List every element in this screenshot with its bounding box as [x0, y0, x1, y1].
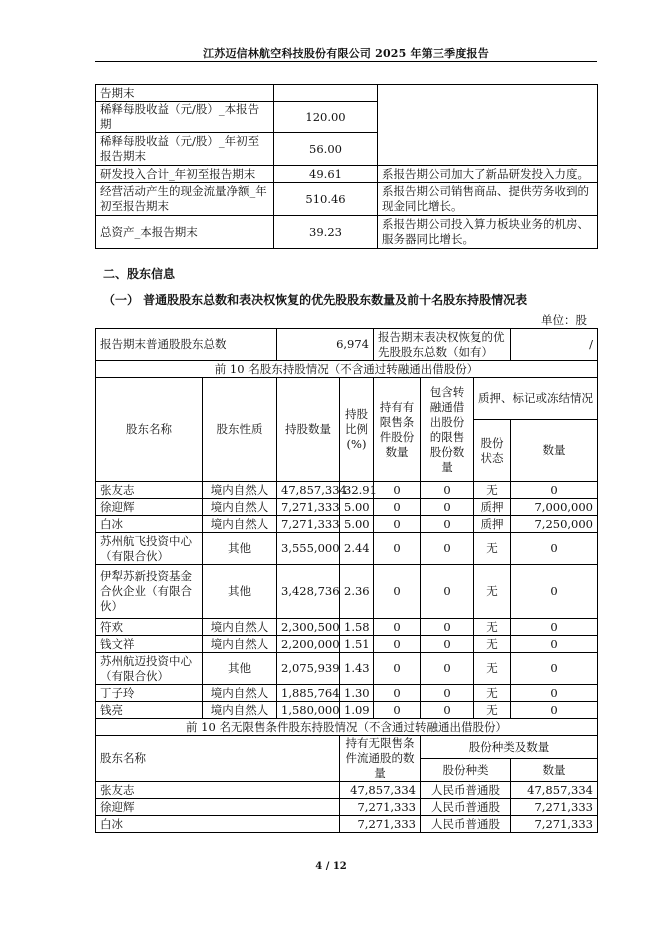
table-row-shares: 3,555,000	[277, 533, 340, 565]
table-row-ratio: 1.51	[340, 636, 374, 653]
table-row-shares: 2,200,000	[277, 636, 340, 653]
table-row-status: 无	[474, 685, 511, 702]
table-row-ratio: 2.36	[340, 565, 374, 619]
subsection-title: （一） 普通股股东总数和表决权恢复的优先股股东数量及前十名股东持股情况表	[103, 293, 528, 307]
table-cell-value	[274, 85, 378, 102]
table-cell-label: 稀释每股收益（元/股）_本报告期	[96, 102, 274, 133]
table-cell-value: 120.00	[274, 102, 378, 133]
table-row-shares: 7,271,333	[277, 516, 340, 533]
unrestricted-row-type: 人民币普通股	[421, 816, 511, 833]
table-row-qty: 0	[511, 636, 598, 653]
table-row-nature: 其他	[203, 533, 277, 565]
table-cell-label: 总资产_本报告期末	[96, 216, 274, 249]
report-header: 江苏迈信林航空科技股份有限公司 2025 年第三季度报告	[203, 47, 489, 60]
table-row-qty: 7,000,000	[511, 499, 598, 516]
table-row-lent: 0	[421, 685, 474, 702]
header-ratio: 持股比例(%)	[340, 378, 374, 482]
table-row-ratio: 5.00	[340, 499, 374, 516]
table-cell-note	[378, 85, 598, 166]
unrestricted-row-name: 白冰	[96, 816, 340, 833]
table-row-name: 白冰	[96, 516, 203, 533]
unrestricted-header-held: 持有无限售条件流通股的数量	[340, 736, 421, 782]
header-lent: 包含转融通借出股份的限售股份数量	[421, 378, 474, 482]
table-row-restricted: 0	[374, 499, 421, 516]
table-row-restricted: 0	[374, 619, 421, 636]
table-row-ratio: 2.44	[340, 533, 374, 565]
table-row-lent: 0	[421, 653, 474, 685]
table-row-ratio: 1.30	[340, 685, 374, 702]
table-cell-note: 系报告期公司销售商品、提供劳务收到的现金同比增长。	[378, 183, 598, 216]
financial-indicator-table	[95, 84, 598, 249]
unrestricted-row-held: 7,271,333	[340, 816, 421, 833]
unit-label: 单位：股	[541, 313, 587, 327]
table-row-shares: 1,885,764	[277, 685, 340, 702]
table-row-nature: 境内自然人	[203, 636, 277, 653]
header-nature: 股东性质	[203, 378, 277, 482]
table-cell-value: 39.23	[274, 216, 378, 249]
table-row-status: 质押	[474, 516, 511, 533]
table-row-name: 张友志	[96, 482, 203, 499]
table-row-restricted: 0	[374, 636, 421, 653]
table-row-qty: 0	[511, 685, 598, 702]
table-row-status: 无	[474, 565, 511, 619]
table-row-restricted: 0	[374, 516, 421, 533]
total-holders-value: 6,974	[277, 329, 374, 361]
table-row-qty: 0	[511, 565, 598, 619]
table-row-restricted: 0	[374, 702, 421, 719]
table-row-lent: 0	[421, 565, 474, 619]
table-row-lent: 0	[421, 482, 474, 499]
table-cell-label: 告期末	[96, 85, 274, 102]
table-row-shares: 2,300,500	[277, 619, 340, 636]
table-row-name: 伊犁苏新投资基金合伙企业（有限合伙）	[96, 565, 203, 619]
preferred-holders-value: /	[511, 329, 598, 361]
unrestricted-row-qty: 47,857,334	[511, 782, 598, 799]
table-row-ratio: 32.91	[340, 482, 374, 499]
table-row-lent: 0	[421, 516, 474, 533]
table-row-qty: 0	[511, 533, 598, 565]
header-name: 股东名称	[96, 378, 203, 482]
table-row-qty: 0	[511, 619, 598, 636]
table-row-nature: 境内自然人	[203, 516, 277, 533]
table-cell-label: 稀释每股收益（元/股）_年初至报告期末	[96, 133, 274, 166]
header-shares: 持股数量	[277, 378, 340, 482]
table-cell-label: 经营活动产生的现金流量净额_年初至报告期末	[96, 183, 274, 216]
table-row-status: 无	[474, 702, 511, 719]
page-number: 4 / 12	[315, 861, 347, 872]
table-row-status: 无	[474, 619, 511, 636]
table-row-nature: 其他	[203, 653, 277, 685]
table-row-shares: 1,580,000	[277, 702, 340, 719]
table-row-status: 无	[474, 482, 511, 499]
table-row-qty: 7,250,000	[511, 516, 598, 533]
unrestricted-header-name: 股东名称	[96, 736, 340, 782]
table-cell-label: 研发投入合计_年初至报告期末	[96, 166, 274, 183]
unrestricted-row-type: 人民币普通股	[421, 782, 511, 799]
table-row-ratio: 5.00	[340, 516, 374, 533]
header-pledge-status: 股份状态	[474, 420, 511, 482]
table-row-name: 钱文祥	[96, 636, 203, 653]
table-cell-note: 系报告期公司加大了新品研发投入力度。	[378, 166, 598, 183]
table-row-qty: 0	[511, 653, 598, 685]
table-row-name: 苏州航飞投资中心（有限合伙）	[96, 533, 203, 565]
table-row-lent: 0	[421, 619, 474, 636]
table-row-shares: 47,857,334	[277, 482, 340, 499]
table-row-restricted: 0	[374, 565, 421, 619]
unrestricted-header-qty: 数量	[511, 759, 598, 782]
table-row-restricted: 0	[374, 533, 421, 565]
unrestricted-row-qty: 7,271,333	[511, 816, 598, 833]
unrestricted-header-type-qty: 股份种类及数量	[421, 736, 598, 759]
table-row-restricted: 0	[374, 685, 421, 702]
shareholder-table	[95, 328, 598, 833]
section-title: 二、股东信息	[103, 267, 176, 281]
top10-title: 前 10 名股东持股情况（不含通过转融通出借股份）	[96, 361, 598, 378]
table-row-nature: 境内自然人	[203, 619, 277, 636]
table-row-name: 符欢	[96, 619, 203, 636]
table-row-restricted: 0	[374, 482, 421, 499]
unrestricted-row-held: 7,271,333	[340, 799, 421, 816]
table-row-name: 钱亮	[96, 702, 203, 719]
table-row-name: 丁子玲	[96, 685, 203, 702]
header-pledge-qty: 数量	[511, 420, 598, 482]
table-row-qty: 0	[511, 702, 598, 719]
table-row-lent: 0	[421, 499, 474, 516]
table-row-ratio: 1.58	[340, 619, 374, 636]
total-holders-label: 报告期末普通股股东总数	[96, 329, 277, 361]
table-row-lent: 0	[421, 636, 474, 653]
table-row-lent: 0	[421, 533, 474, 565]
table-row-nature: 境内自然人	[203, 482, 277, 499]
unrestricted-row-name: 徐迎辉	[96, 799, 340, 816]
table-row-status: 质押	[474, 499, 511, 516]
unrestricted-row-type: 人民币普通股	[421, 799, 511, 816]
table-row-qty: 0	[511, 482, 598, 499]
table-cell-value: 49.61	[274, 166, 378, 183]
table-row-shares: 2,075,939	[277, 653, 340, 685]
header-divider	[95, 61, 597, 62]
table-row-status: 无	[474, 533, 511, 565]
table-row-nature: 境内自然人	[203, 685, 277, 702]
table-row-lent: 0	[421, 702, 474, 719]
header-restricted: 持有有限售条件股份数量	[374, 378, 421, 482]
table-row-nature: 境内自然人	[203, 499, 277, 516]
table-row-shares: 7,271,333	[277, 499, 340, 516]
unrestricted-title: 前 10 名无限售条件股东持股情况（不含通过转融通出借股份）	[96, 719, 598, 736]
table-cell-value: 510.46	[274, 183, 378, 216]
table-row-status: 无	[474, 653, 511, 685]
header-pledge: 质押、标记或冻结情况	[474, 378, 598, 420]
table-cell-value: 56.00	[274, 133, 378, 166]
table-row-nature: 境内自然人	[203, 702, 277, 719]
table-row-nature: 其他	[203, 565, 277, 619]
unrestricted-row-name: 张友志	[96, 782, 340, 799]
table-row-restricted: 0	[374, 653, 421, 685]
preferred-holders-label: 报告期末表决权恢复的优先股股东总数（如有）	[374, 329, 511, 361]
unrestricted-row-qty: 7,271,333	[511, 799, 598, 816]
table-row-ratio: 1.43	[340, 653, 374, 685]
unrestricted-row-held: 47,857,334	[340, 782, 421, 799]
table-row-name: 徐迎辉	[96, 499, 203, 516]
unrestricted-header-type: 股份种类	[421, 759, 511, 782]
table-row-shares: 3,428,736	[277, 565, 340, 619]
table-cell-note: 系报告期公司投入算力板块业务的机房、服务器同比增长。	[378, 216, 598, 249]
table-row-name: 苏州航迈投资中心（有限合伙）	[96, 653, 203, 685]
table-row-ratio: 1.09	[340, 702, 374, 719]
table-row-status: 无	[474, 636, 511, 653]
